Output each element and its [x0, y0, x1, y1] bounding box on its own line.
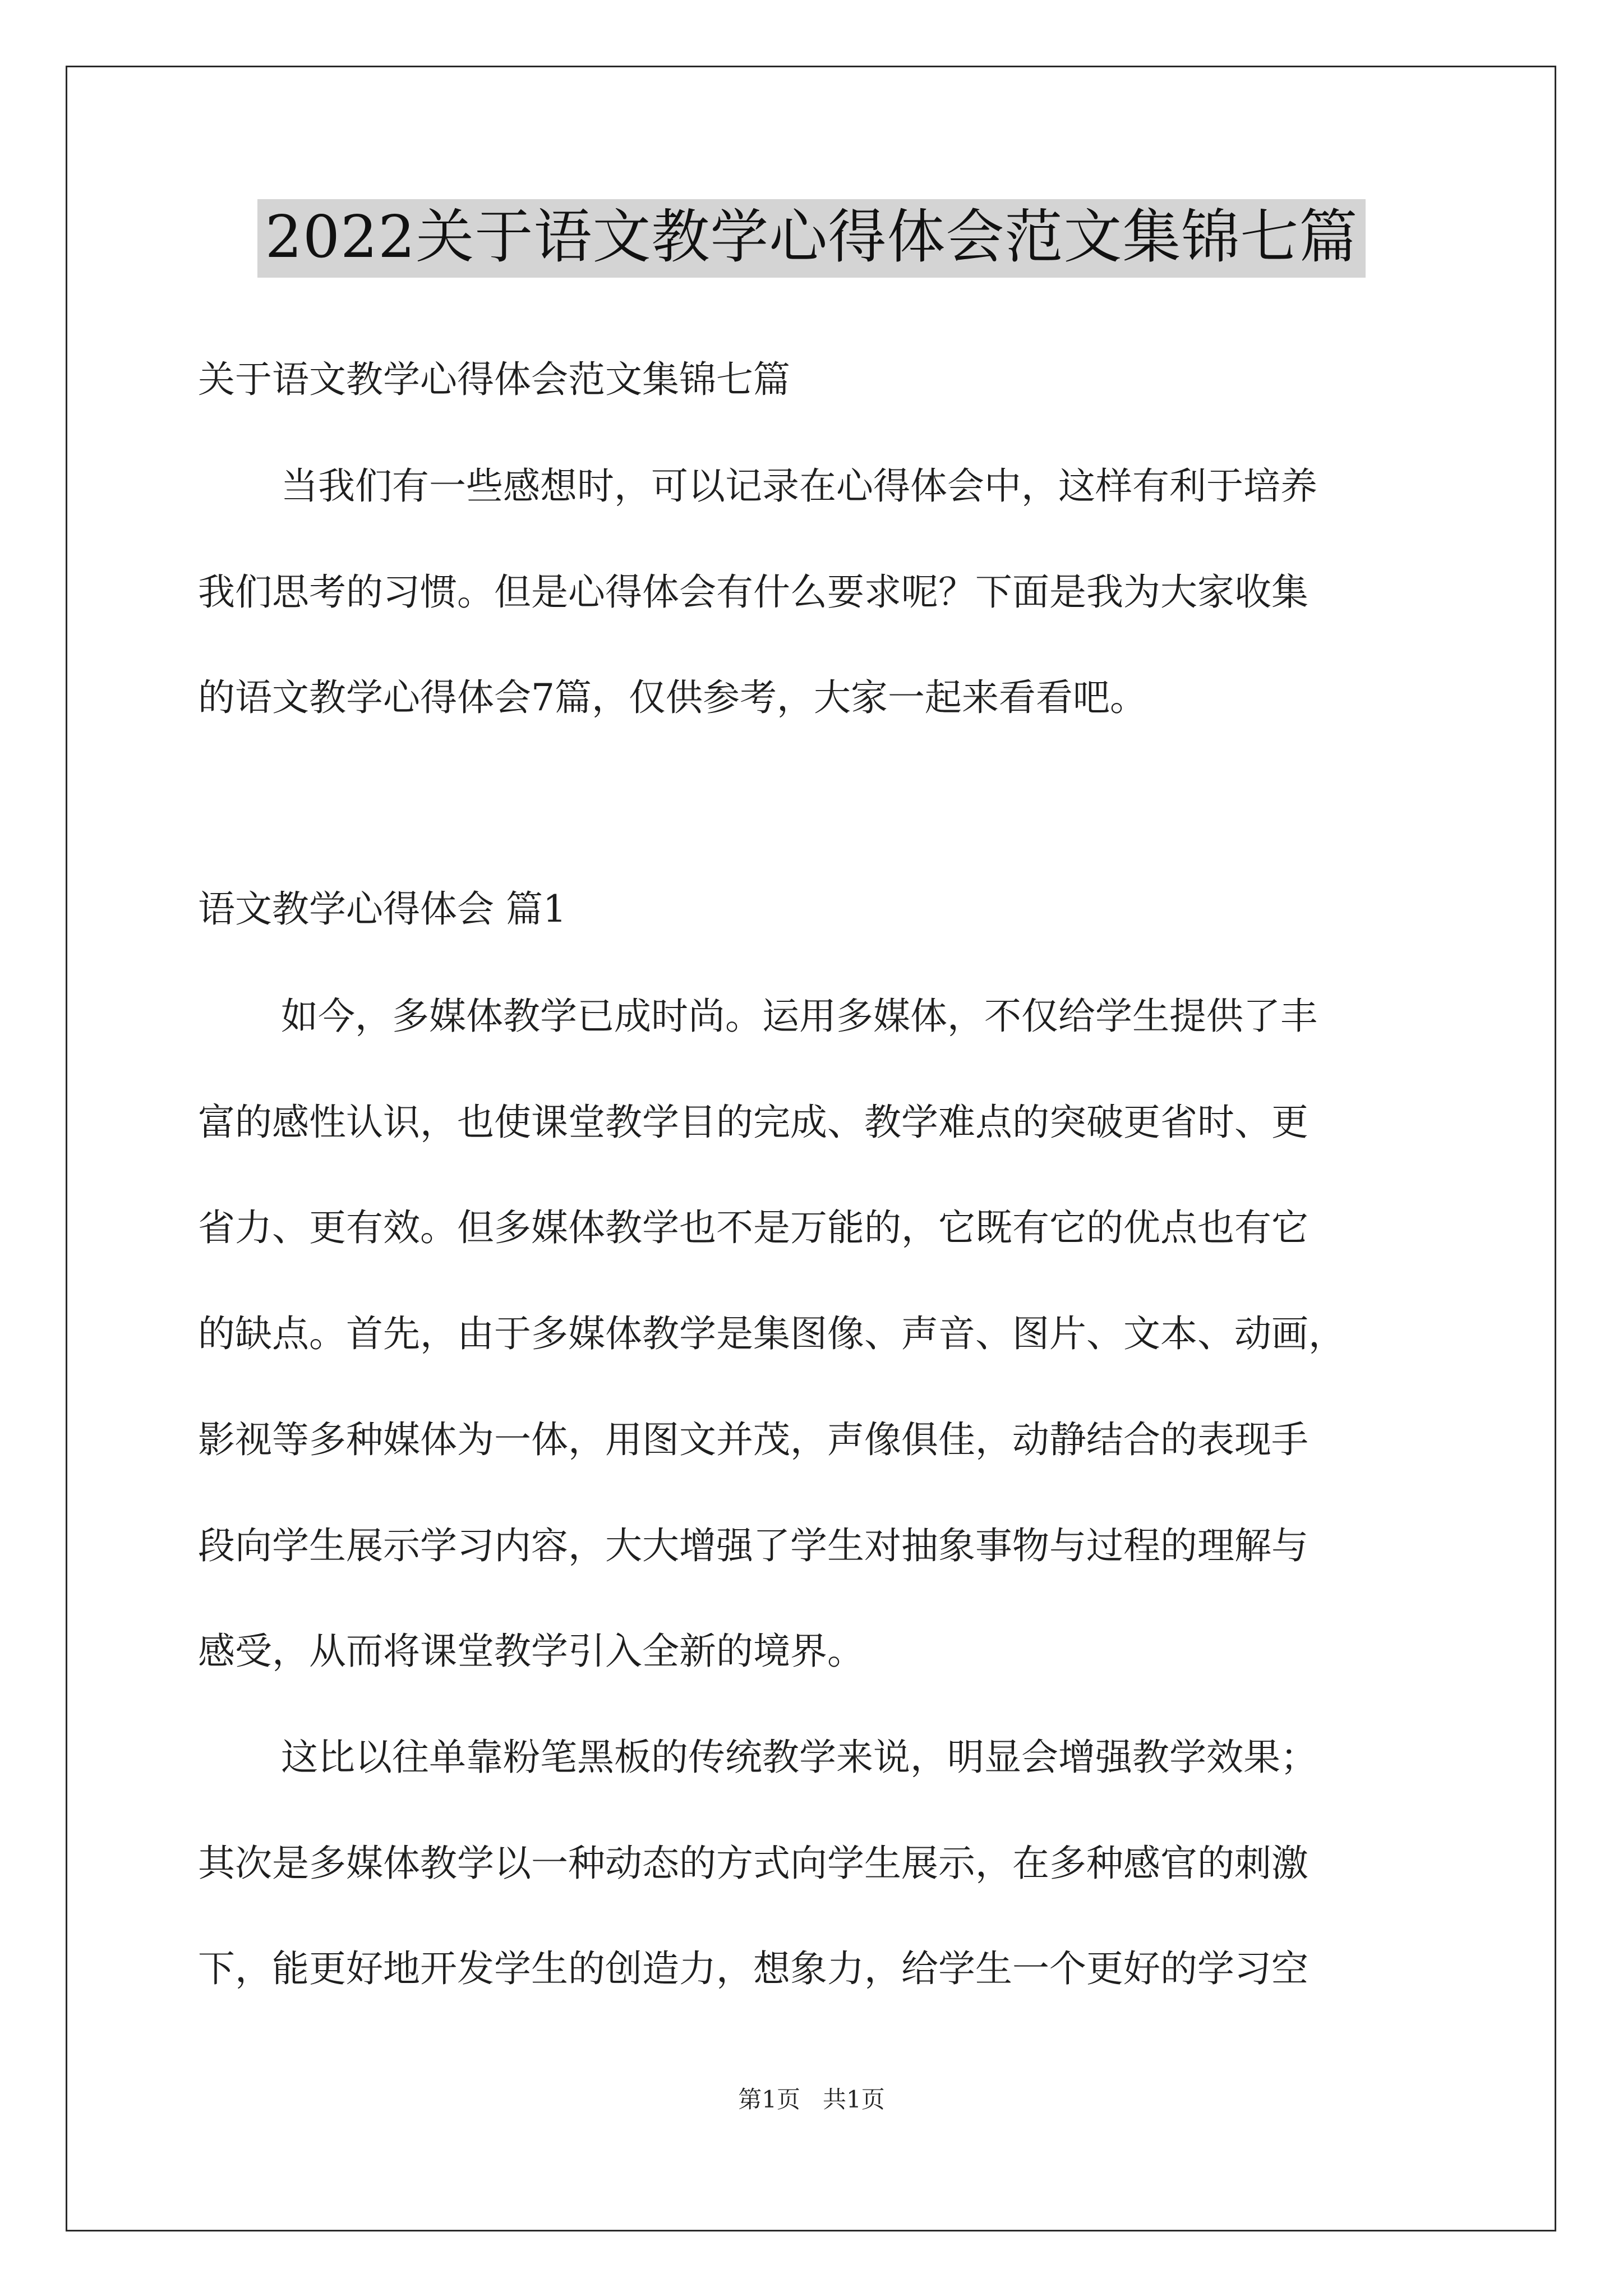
- paragraph-line: 感受，从而将课堂教学引入全新的境界。: [198, 1630, 864, 1673]
- paragraph-line: 省力、更有效。但多媒体教学也不是万能的，它既有它的优点也有它: [198, 1206, 1308, 1249]
- intro-line: 我们思考的习惯。但是心得体会有什么要求呢？下面是我为大家收集: [198, 570, 1308, 614]
- document-title: 2022关于语文教学心得体会范文集锦七篇: [257, 199, 1366, 278]
- paragraph-line: 这比以往单靠粉笔黑板的传统教学来说，明显会增强教学效果；: [281, 1736, 1317, 1779]
- paragraph-line: 如今，多媒体教学已成时尚。运用多媒体，不仅给学生提供了丰: [281, 995, 1317, 1038]
- intro-line: 的语文教学心得体会7篇，仅供参考，大家一起来看看吧。: [198, 676, 1147, 719]
- paragraph-line: 影视等多种媒体为一体，用图文并茂，声像俱佳，动静结合的表现手: [198, 1418, 1308, 1461]
- paragraph-line: 富的感性认识，也使课堂教学目的完成、教学难点的突破更省时、更: [198, 1101, 1308, 1144]
- document-subtitle: 关于语文教学心得体会范文集锦七篇: [198, 358, 790, 401]
- page-footer: 第1页 共1页: [738, 2086, 885, 2113]
- section-heading: 语文教学心得体会 篇1: [198, 887, 566, 931]
- title-wrap: [0, 199, 1623, 278]
- paragraph-line: 段向学生展示学习内容，大大增强了学生对抽象事物与过程的理解与: [198, 1524, 1308, 1567]
- paragraph-line: 下，能更好地开发学生的创造力，想象力，给学生一个更好的学习空: [198, 1947, 1308, 1990]
- intro-line: 当我们有一些感想时，可以记录在心得体会中，这样有利于培养: [281, 464, 1317, 508]
- paragraph-line: 其次是多媒体教学以一种动态的方式向学生展示，在多种感官的刺激: [198, 1842, 1308, 1885]
- paragraph-line: 的缺点。首先，由于多媒体教学是集图像、声音、图片、文本、动画，: [198, 1312, 1345, 1355]
